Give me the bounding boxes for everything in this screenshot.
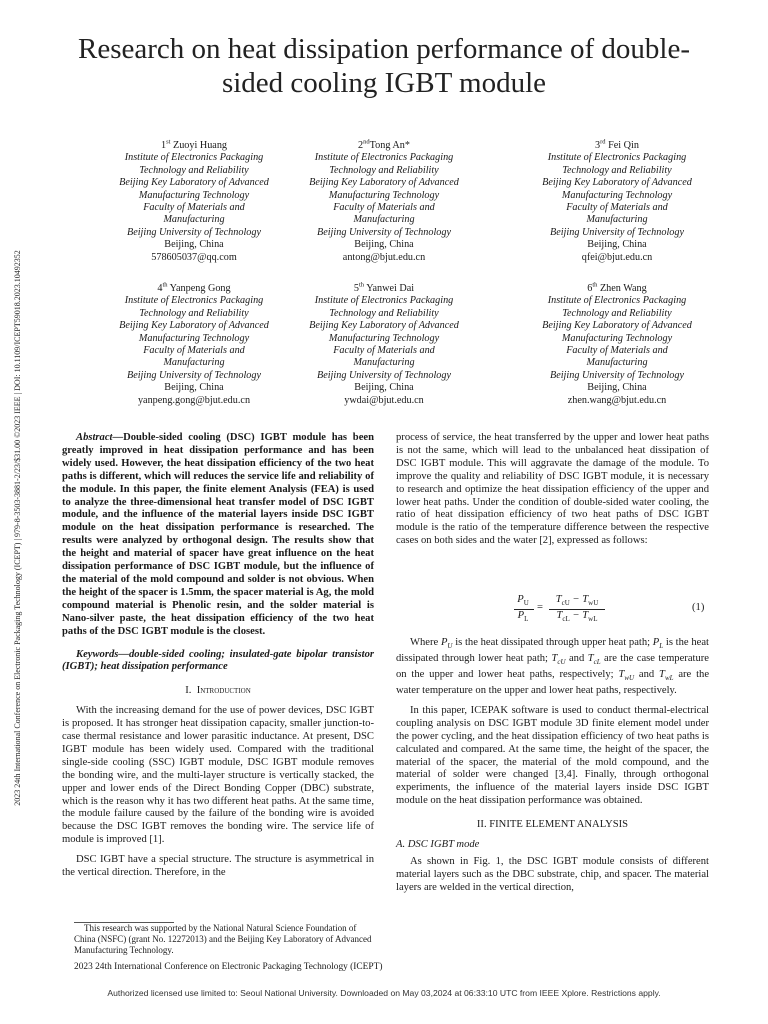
author-faculty: Faculty of Materials and <box>566 202 668 214</box>
author-block <box>499 140 735 264</box>
author-institute-2: Technology and Reliability <box>562 164 672 176</box>
author-name: 2ndTong An* <box>358 138 410 151</box>
author-institute: Institute of Electronics Packaging <box>124 295 264 307</box>
right-paragraph-2: Where $P_U$ is the heat dissipated through upper heat path; $P_L$ is the heat dissipated through lower heat path; $T_{cU}$ and $T_{cL}$ are the case temperature on the upper and lower heat paths, respectively; $T_{wU}$ and $T_{wL}$ are the water temperature on the upper and lower heat paths, respectively. <box>396 637 710 697</box>
author-faculty-2: Manufacturing <box>353 214 415 226</box>
author-name: 5th Yanwei Dai <box>353 281 415 294</box>
footnote-text: This research was supported by the National Natural Science Foundation of China (NSFC) (grant No. 12272013) and the Beijing Key Laboratory of Advanced Manufacturing Technology. <box>74 923 372 956</box>
author-city: Beijing, China <box>354 382 414 394</box>
eq-equals: = <box>537 602 543 613</box>
author-faculty-2: Manufacturing <box>586 214 648 226</box>
footnote <box>74 923 374 957</box>
eq-lhs-numerator: $P_U$ <box>517 594 529 608</box>
author-university: Beijing University of Technology <box>126 226 262 238</box>
author-lab-2: Manufacturing Technology <box>561 332 673 344</box>
author-faculty-2: Manufacturing <box>163 357 225 369</box>
author-city: Beijing, China <box>354 239 414 251</box>
author-lab: Beijing Key Laboratory of Advanced <box>309 320 459 332</box>
author-lab-2: Manufacturing Technology <box>328 332 440 344</box>
footer-authorization: Authorized licensed use limited to: Seoul National University. Downloaded on May 03,2024 at 06:33:10 UTC from IEEE Xplore. Restrictions apply. <box>107 988 661 998</box>
author-university: Beijing University of Technology <box>549 226 685 238</box>
eq-rhs-denominator: $T_{cL} - T_{wL}$ <box>556 610 598 624</box>
author-faculty: Faculty of Materials and <box>143 202 245 214</box>
author-name: 4th Yanpeng Gong <box>157 281 231 294</box>
author-institute: Institute of Electronics Packaging <box>547 295 687 307</box>
author-institute: Institute of Electronics Packaging <box>547 152 687 164</box>
author-lab-2: Manufacturing Technology <box>138 332 250 344</box>
eq-lhs-denominator: $P_L$ <box>517 610 529 624</box>
author-faculty-2: Manufacturing <box>163 214 225 226</box>
author-institute-2: Technology and Reliability <box>562 307 672 319</box>
author-institute-2: Technology and Reliability <box>329 307 439 319</box>
right-paragraph-3: In this paper, ICEPAK software is used to conduct thermal-electrical coupling analysis on DSC IGBT module 3D finite element model under the power cycling, and the heat dissipation efficiency of two heat paths is calculated and compared. At the same time, the height of the spacer, the material of the spacer, the material of the mold compound, and the material of solder were changed [3,4]. Finally, through orthogonal experiments, the influence of the material layers inside DSC IGBT module on the heat dissipation performance was obtained. <box>396 704 709 807</box>
right-column-bottom <box>396 637 709 895</box>
author-lab: Beijing Key Laboratory of Advanced <box>542 320 692 332</box>
author-faculty: Faculty of Materials and <box>333 345 435 357</box>
abstract-text: —Double-sided cooling (DSC) IGBT module has been greatly improved in heat dissipation performance and has been widely used. However, the heat dissipation efficiency of the two heat paths is different, which will reduces the service life and reliability of the module. In this paper, the finite element Analysis (FEA) is used to analyze the three-dimensional heat transfer model of DSC IGBT module, and the influence of the material layers inside DSC IGBT module on the heat dissipation performance is researched. The results were analyzed by orthogonal design. The results show that the height and material of spacer have great influence on the heat dissipation performance of DSC IGBT module, but the influence of the material of the mold compound and solder is not obvious. When the height of the spacer is 1.5mm, the spacer material is Ag, the mold compound material is Phenolic resin, and the solder material is Nano-silver paste, the heat dissipation efficiency of the two heat paths of the DSC IGBT module is the closest. <box>62 432 374 637</box>
author-institute: Institute of Electronics Packaging <box>314 295 454 307</box>
author-city: Beijing, China <box>587 382 647 394</box>
author-institute-2: Technology and Reliability <box>139 307 249 319</box>
author-lab-2: Manufacturing Technology <box>328 189 440 201</box>
author-faculty: Faculty of Materials and <box>143 345 245 357</box>
author-lab: Beijing Key Laboratory of Advanced <box>119 320 269 332</box>
author-block <box>266 283 502 407</box>
section-heading-fea: II. FINITE ELEMENT ANALYSIS <box>476 819 629 831</box>
author-lab: Beijing Key Laboratory of Advanced <box>542 177 692 189</box>
abstract-label: Abstract <box>76 432 113 443</box>
footer-conference: 2023 24th International Conference on Electronic Packaging Technology (ICEPT) <box>74 962 383 972</box>
author-faculty-2: Manufacturing <box>353 357 415 369</box>
left-column <box>62 432 374 880</box>
keywords: Keywords—double-sided cooling; insulated-gate bipolar transistor (IGBT); heat dissipation performance <box>62 648 374 673</box>
right-paragraph-4: As shown in Fig. 1, the DSC IGBT module consists of different material layers such as the DBC substrate, chip, and spacer. The material layers are welded in the vertical direction, <box>396 856 709 893</box>
subsection-heading-a: A. DSC IGBT mode <box>396 839 480 851</box>
author-institute: Institute of Electronics Packaging <box>314 152 454 164</box>
author-block <box>499 283 735 407</box>
author-lab: Beijing Key Laboratory of Advanced <box>119 177 269 189</box>
author-faculty: Faculty of Materials and <box>566 345 668 357</box>
author-block <box>266 140 502 264</box>
author-lab-2: Manufacturing Technology <box>561 189 673 201</box>
section-number: I. <box>185 685 192 697</box>
author-email[interactable]: yanpeng.gong@bjut.edu.cn <box>137 394 251 406</box>
paper-title: Research on heat dissipation performance of double-sided cooling IGBT module <box>77 33 690 99</box>
author-institute: Institute of Electronics Packaging <box>124 152 264 164</box>
author-name: 6th Zhen Wang <box>587 281 647 294</box>
author-institute-2: Technology and Reliability <box>329 164 439 176</box>
abstract <box>62 432 374 639</box>
author-email[interactable]: ywdai@bjut.edu.cn <box>344 394 424 406</box>
author-university: Beijing University of Technology <box>549 369 685 381</box>
author-city: Beijing, China <box>164 382 224 394</box>
eq-number: (1) <box>692 602 705 613</box>
author-university: Beijing University of Technology <box>316 369 452 381</box>
author-institute-2: Technology and Reliability <box>139 164 249 176</box>
intro-paragraph-1: With the increasing demand for the use of power devices, DSC IGBT is proposed. It has stronger heat dissipation capacity, smaller junction-to-case thermal resistance and lower parasitic inductance. At present, DSC IGBT module has been widely used. Compared with the traditional single-side cooling (SSC) IGBT module, DSC IGBT module removes the bonding wire, and the multi-layer structure is vertically stacked, the upper and lower ends of the Direct Bonding Copper (DBC) substrate, which is the reason why it has two different heat paths. At the same time, the module failure caused by the failure of the bonding wire is avoided because the DSC IGBT removes the bonding wire. The service life of module is improved [1]. <box>62 705 374 846</box>
author-faculty-2: Manufacturing <box>586 357 648 369</box>
author-email[interactable]: 578605037@qq.com <box>151 251 237 263</box>
author-city: Beijing, China <box>164 239 224 251</box>
author-name: 3rd Fei Qin <box>595 138 639 151</box>
author-lab-2: Manufacturing Technology <box>138 189 250 201</box>
section-heading-introduction <box>62 685 374 698</box>
author-city: Beijing, China <box>587 239 647 251</box>
author-email[interactable]: antong@bjut.edu.cn <box>342 251 426 263</box>
author-lab: Beijing Key Laboratory of Advanced <box>309 177 459 189</box>
right-paragraph-1: process of service, the heat transferred by the upper and lower heat paths is not the same, which will lead to the unbalanced heat dissipation of DSC IGBT module. This will aggravate the damage of the module. To improve the quality and reliability of DSC IGBT module, it is necessary to research and optimize the heat dissipation efficiency of the upper and lower heat paths. Under the condition of double-sided water cooling, the ratio of heat dissipation efficiency of two heat paths of DSC IGBT module is the ratio of the temperature difference between the respective cases on both sides and the water [2], expressed as follows: <box>396 432 709 547</box>
author-email[interactable]: qfei@bjut.edu.cn <box>581 251 653 263</box>
eq-rhs-numerator: $T_{cU} - T_{wU}$ <box>555 594 599 608</box>
intro-paragraph-2: DSC IGBT have a special structure. The structure is asymmetrical in the vertical direction. Therefore, in the <box>62 854 374 879</box>
author-faculty: Faculty of Materials and <box>333 202 435 214</box>
side-doi-text: 2023 24th International Conference on Electronic Packaging Technology (ICEPT) | 979-8-3503-3881-2/23/$31.00 ©2023 IEEE | DOI: 10.1109/ICEPT59018.2023.10492352 <box>13 250 22 806</box>
right-column-top <box>396 432 709 548</box>
author-email[interactable]: zhen.wang@bjut.edu.cn <box>567 394 667 406</box>
author-university: Beijing University of Technology <box>126 369 262 381</box>
author-name: 1st Zuoyi Huang <box>160 138 228 151</box>
author-university: Beijing University of Technology <box>316 226 452 238</box>
section-title: Introduction <box>196 685 251 697</box>
